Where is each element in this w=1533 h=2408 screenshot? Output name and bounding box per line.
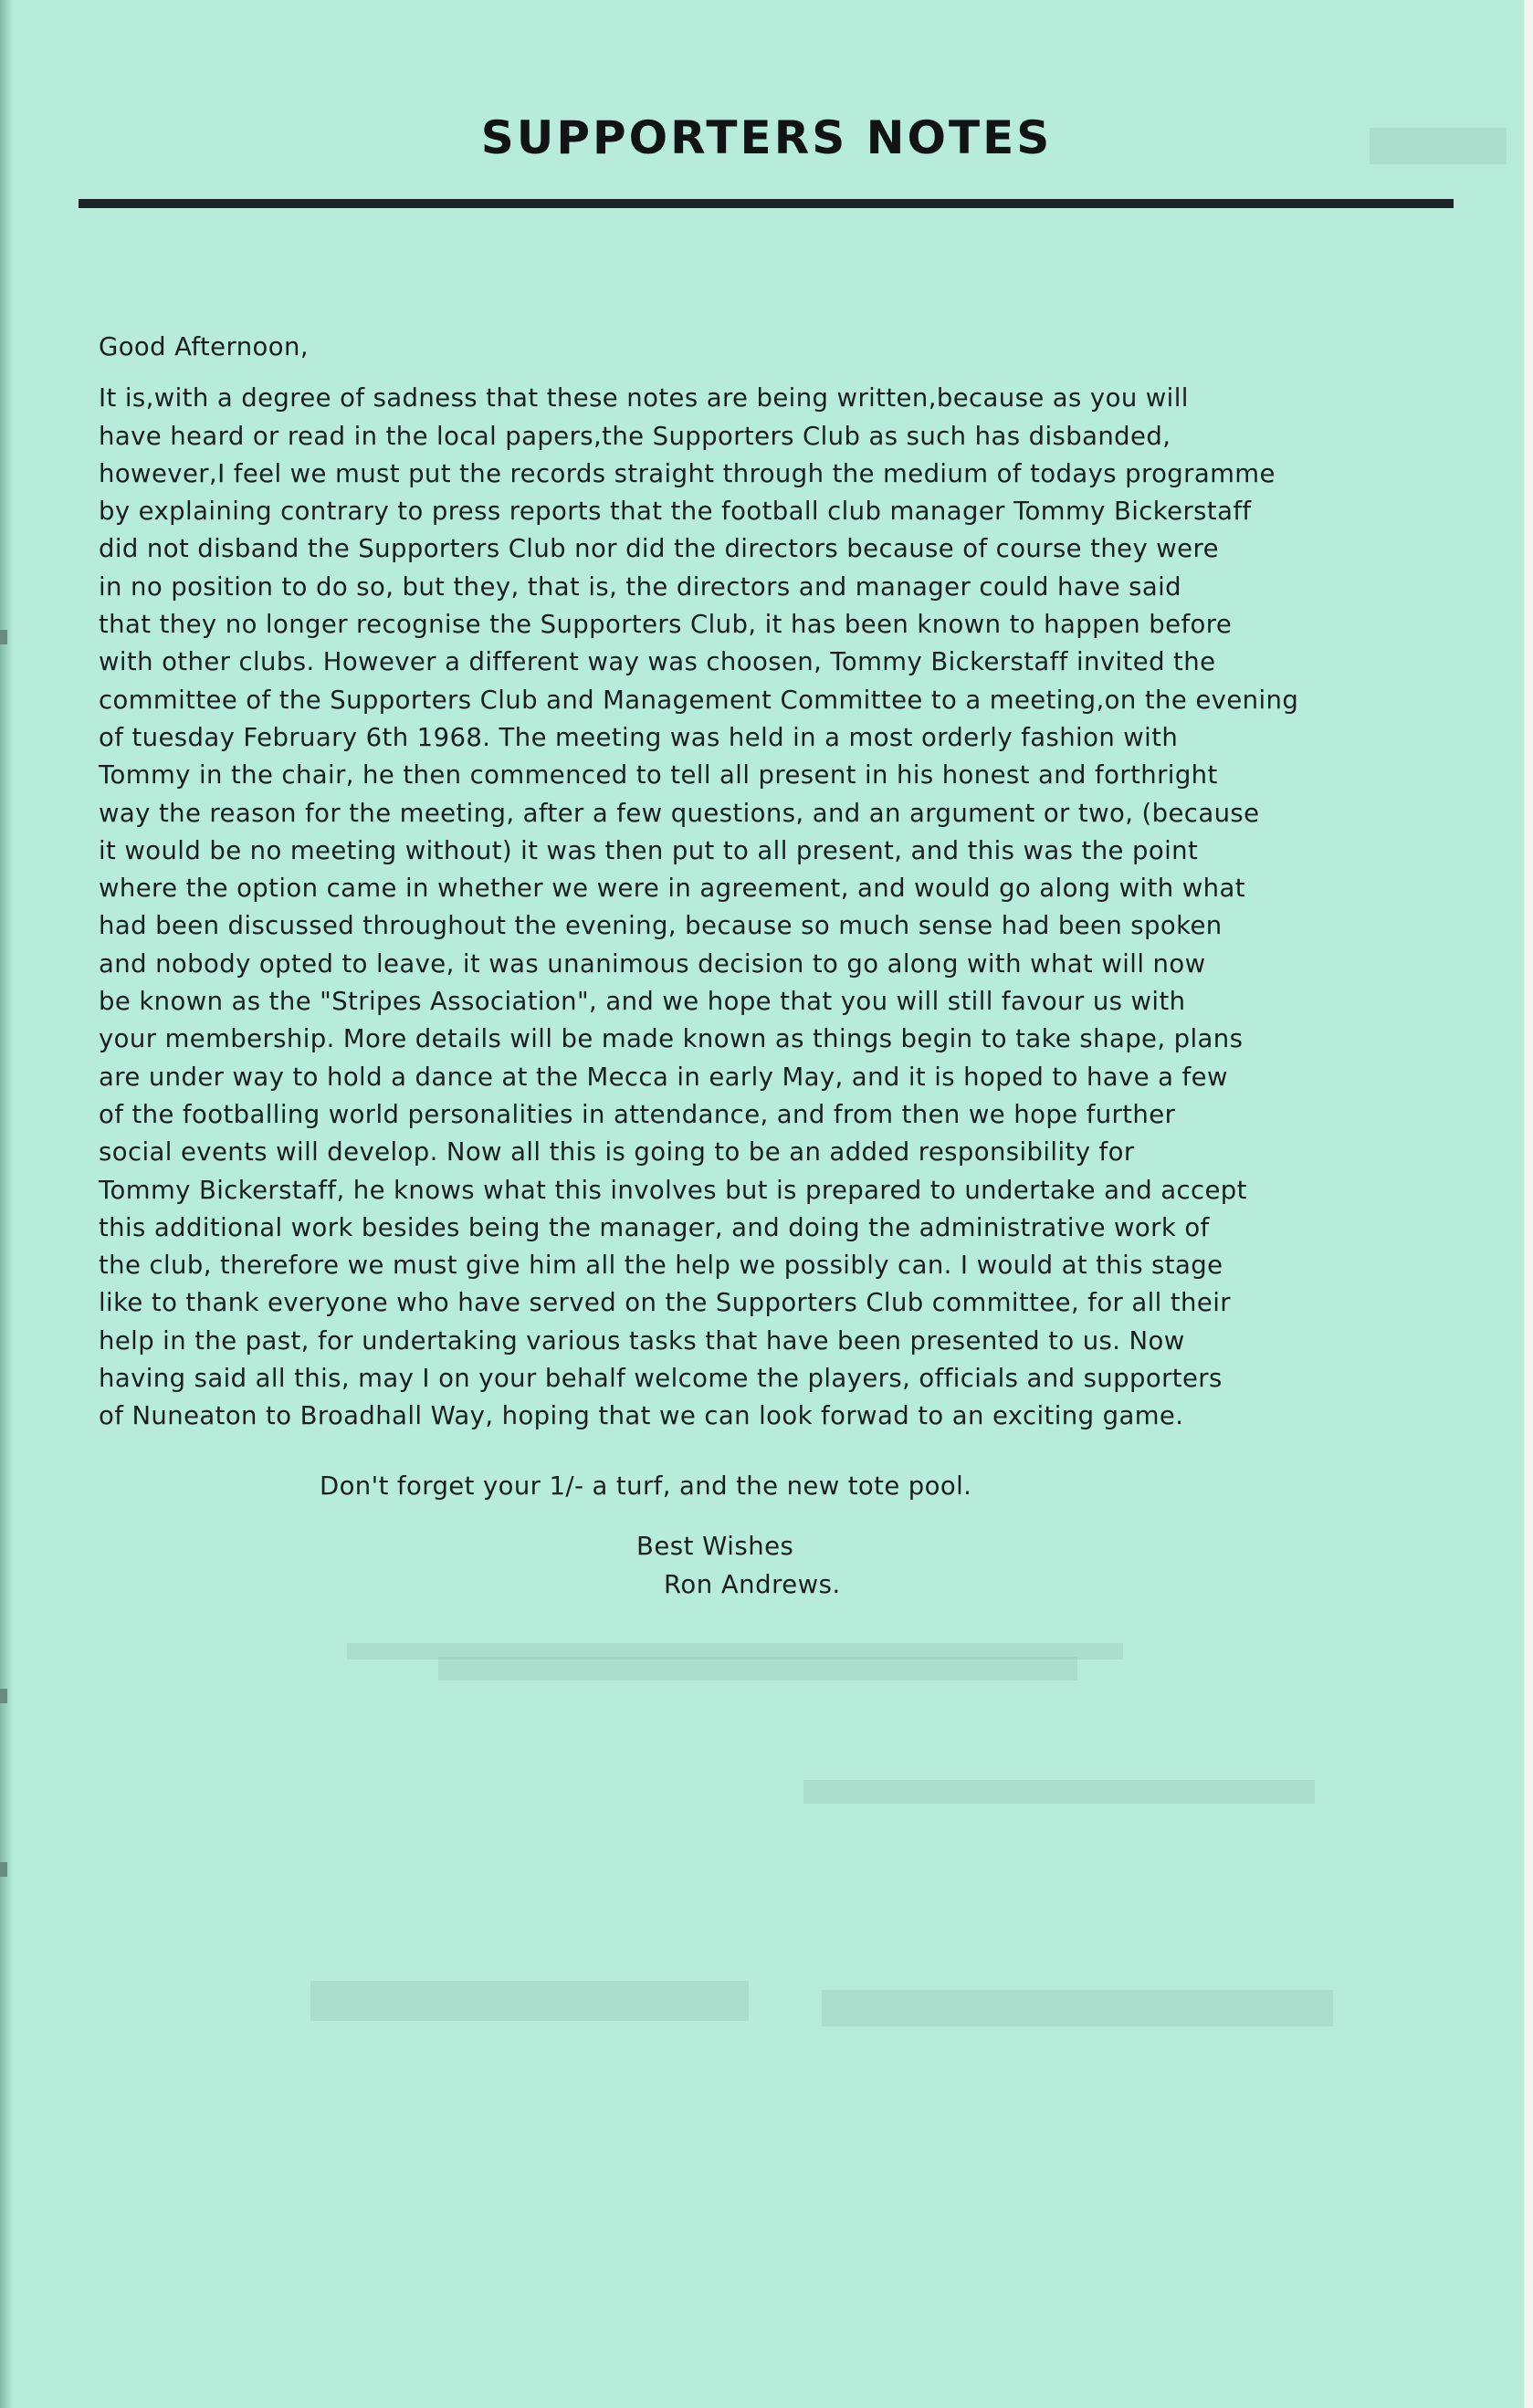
title-rule: [79, 199, 1454, 208]
body-line: of Nuneaton to Broadhall Way, hoping that we can look forwad to an exciting game.: [99, 1401, 1184, 1431]
body-line: and nobody opted to leave, it was unanimous decision to go along with what will now: [99, 948, 1206, 979]
body-line: however,I feel we must put the records straight through the medium of todays programme: [99, 458, 1276, 488]
notes-body: [99, 329, 1450, 1436]
body-line: in no position to do so, but they, that is, the directors and manager could have said: [99, 571, 1182, 602]
body-line: where the option came in whether we were in agreement, and would go along with what: [99, 874, 1245, 904]
show-through-mark: [310, 1981, 749, 2021]
body-line: it would be no meeting without) it was then put to all present, and this was the point: [99, 835, 1199, 865]
greeting: Good Afternoon,: [99, 332, 309, 361]
signature: Ron Andrews.: [664, 1570, 841, 1599]
body-line: Tommy Bickerstaff, he knows what this involves but is prepared to undertake and accept: [99, 1175, 1247, 1205]
body-line: your membership. More details will be made known as things begin to take shape, plans: [99, 1024, 1244, 1054]
body-line: committee of the Supporters Club and Management Committee to a meeting,on the evening: [99, 685, 1299, 715]
body-line: this additional work besides being the manager, and doing the administrative work of: [99, 1212, 1210, 1242]
body-line: with other clubs. However a different way was choosen, Tommy Bickerstaff invited the: [99, 647, 1216, 677]
body-line: Tommy in the chair, he then commenced to tell all present in his honest and forthright: [99, 760, 1218, 790]
body-line: are under way to hold a dance at the Mecca in early May, and it is hoped to have a few: [99, 1062, 1228, 1092]
staple-mark: [0, 1689, 7, 1703]
signoff: Best Wishes: [636, 1532, 794, 1561]
body-line: way the reason for the meeting, after a few questions, and an argument or two, (because: [99, 798, 1260, 828]
body-line: help in the past, for undertaking various tasks that have been presented to us. Now: [99, 1325, 1185, 1356]
page-title: SUPPORTERS NOTES: [480, 111, 1053, 164]
body-line: social events will develop. Now all this is going to be an added responsibility for: [99, 1137, 1135, 1167]
spine-shadow: [0, 0, 13, 2408]
body-paragraph: [99, 380, 1450, 1435]
body-line: by explaining contrary to press reports that the football club manager Tommy Bickerstaff: [99, 497, 1252, 527]
body-line: did not disband the Supporters Club nor did the directors because of course they were: [99, 534, 1219, 564]
show-through-mark: [803, 1780, 1315, 1804]
body-line: be known as the "Stripes Association", and we hope that you will still favour us with: [99, 987, 1186, 1017]
staple-mark: [0, 630, 7, 644]
body-line: have heard or read in the local papers,the Supporters Club as such has disbanded,: [99, 421, 1171, 451]
staple-mark: [0, 1862, 7, 1877]
body-line: It is,with a degree of sadness that these notes are being written,because as you will: [99, 383, 1189, 414]
body-line: had been discussed throughout the evening, because so much sense had been spoken: [99, 911, 1223, 941]
show-through-mark: [438, 1657, 1077, 1680]
show-through-mark: [822, 1990, 1333, 2026]
body-line: of the footballing world personalities in attendance, and from then we hope further: [99, 1099, 1176, 1129]
body-line: the club, therefore we must give him all the help we possibly can. I would at this stage: [99, 1251, 1223, 1281]
body-line: having said all this, may I on your behalf welcome the players, officials and supporters: [99, 1364, 1223, 1394]
body-line: that they no longer recognise the Supporters Club, it has been known to happen before: [99, 610, 1233, 640]
page-edge: [1524, 0, 1533, 2408]
reminder-line: Don't forget your 1/- a turf, and the new tote pool.: [320, 1471, 972, 1501]
body-line: of tuesday February 6th 1968. The meeting was held in a most orderly fashion with: [99, 722, 1179, 752]
body-line: like to thank everyone who have served on the Supporters Club committee, for all their: [99, 1288, 1231, 1318]
